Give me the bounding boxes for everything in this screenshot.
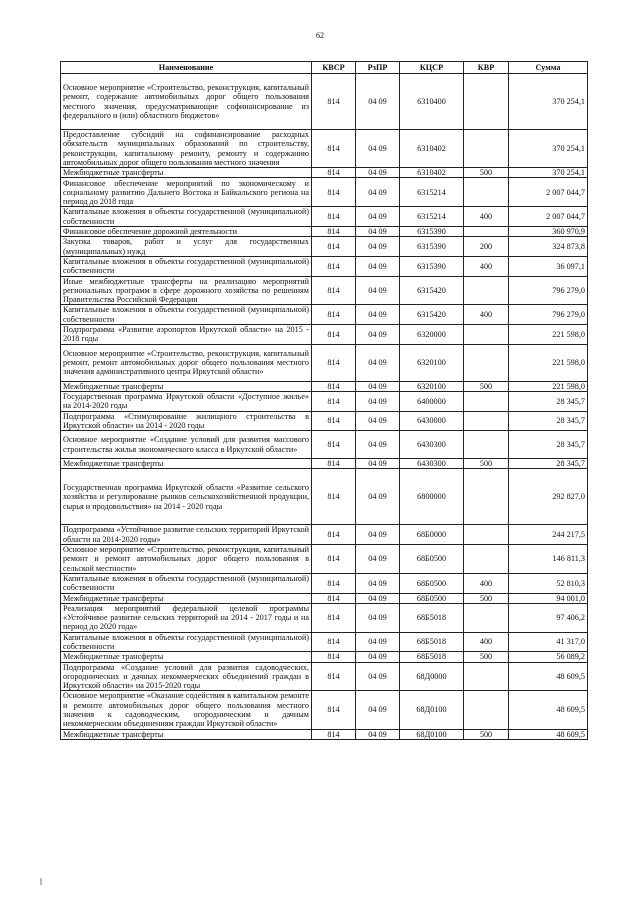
table-row xyxy=(61,344,588,381)
row-kvr xyxy=(464,227,509,237)
row-kvr xyxy=(464,431,509,459)
row-name: Финансовое обеспечение дорожной деятельности xyxy=(61,227,312,237)
row-sum: 221 598,0 xyxy=(509,381,588,391)
row-rzpr: 04 09 xyxy=(356,381,400,391)
row-kcsr: 68Б5018 xyxy=(400,603,464,632)
row-kcsr: 68Б0000 xyxy=(400,525,464,545)
header-kcsr: КЦСР xyxy=(400,62,464,74)
header-kvr: КВР xyxy=(464,62,509,74)
row-kvr: 400 xyxy=(464,305,509,325)
row-sum: 292 827,0 xyxy=(509,469,588,525)
row-sum: 28 345,7 xyxy=(509,431,588,459)
table-row xyxy=(61,207,588,227)
row-kvsr: 814 xyxy=(312,662,356,691)
row-sum: 48 609,5 xyxy=(509,662,588,691)
row-kvsr: 814 xyxy=(312,168,356,178)
row-sum: 370 254,1 xyxy=(509,168,588,178)
row-kcsr: 6315390 xyxy=(400,227,464,237)
row-kvsr: 814 xyxy=(312,545,356,574)
row-kvr: 400 xyxy=(464,207,509,227)
budget-table xyxy=(60,61,588,740)
row-name: Государственная программа Иркутской области «Доступное жилье» на 2014-2020 годы xyxy=(61,391,312,411)
row-sum: 52 810,3 xyxy=(509,573,588,593)
row-rzpr: 04 09 xyxy=(356,652,400,662)
row-rzpr: 04 09 xyxy=(356,344,400,381)
row-rzpr: 04 09 xyxy=(356,207,400,227)
row-name: Межбюджетные трансферты xyxy=(61,593,312,603)
row-name: Межбюджетные трансферты xyxy=(61,459,312,469)
row-rzpr: 04 09 xyxy=(356,237,400,257)
row-kcsr: 6315214 xyxy=(400,178,464,207)
row-kvr xyxy=(464,178,509,207)
row-rzpr: 04 09 xyxy=(356,431,400,459)
row-kvsr: 814 xyxy=(312,573,356,593)
row-kvr xyxy=(464,411,509,431)
row-sum: 221 598,0 xyxy=(509,325,588,345)
row-kvsr: 814 xyxy=(312,391,356,411)
row-sum: 41 317,0 xyxy=(509,632,588,652)
row-rzpr: 04 09 xyxy=(356,305,400,325)
table-row xyxy=(61,391,588,411)
row-name: Предоставление субсидий на софинансирование расходных обязательств муниципальных образований по строительству, реконструкции, капитальному ремонту, ремонту и содержанию автомобильных дорог общего пользования местного значения xyxy=(61,130,312,168)
row-kcsr: 6430300 xyxy=(400,431,464,459)
row-kvsr: 814 xyxy=(312,178,356,207)
row-rzpr: 04 09 xyxy=(356,662,400,691)
row-rzpr: 04 09 xyxy=(356,168,400,178)
row-kvr: 200 xyxy=(464,237,509,257)
table-row xyxy=(61,256,588,276)
row-kvr: 500 xyxy=(464,593,509,603)
row-sum: 28 345,7 xyxy=(509,411,588,431)
row-rzpr: 04 09 xyxy=(356,632,400,652)
row-sum: 48 609,5 xyxy=(509,691,588,729)
row-kcsr: 6310400 xyxy=(400,74,464,130)
header-name: Наименование xyxy=(61,62,312,74)
row-kcsr: 6430300 xyxy=(400,459,464,469)
table-row xyxy=(61,168,588,178)
table-row xyxy=(61,593,588,603)
table-row xyxy=(61,573,588,593)
row-kvsr: 814 xyxy=(312,411,356,431)
table-row xyxy=(61,603,588,632)
table-row xyxy=(61,74,588,130)
table-header xyxy=(61,62,588,74)
row-name: Подпрограмма «Устойчивое развитие сельских территорий Иркутской области на 2014-2020 годы» xyxy=(61,525,312,545)
row-rzpr: 04 09 xyxy=(356,256,400,276)
row-sum: 56 089,2 xyxy=(509,652,588,662)
row-kcsr: 68Д0100 xyxy=(400,691,464,729)
row-sum: 28 345,7 xyxy=(509,391,588,411)
row-rzpr: 04 09 xyxy=(356,729,400,739)
row-name: Межбюджетные трансферты xyxy=(61,381,312,391)
row-sum: 94 001,0 xyxy=(509,593,588,603)
row-kvsr: 814 xyxy=(312,74,356,130)
row-sum: 360 970,9 xyxy=(509,227,588,237)
row-kcsr: 6315390 xyxy=(400,237,464,257)
row-kvsr: 814 xyxy=(312,130,356,168)
row-kvr xyxy=(464,130,509,168)
row-rzpr: 04 09 xyxy=(356,227,400,237)
row-name: Капитальные вложения в объекты государственной (муниципальной) собственности xyxy=(61,573,312,593)
scan-mark xyxy=(40,878,42,885)
row-kvsr: 814 xyxy=(312,256,356,276)
row-sum: 324 873,8 xyxy=(509,237,588,257)
row-kcsr: 6320100 xyxy=(400,381,464,391)
row-kvr: 400 xyxy=(464,256,509,276)
row-name: Капитальные вложения в объекты государственной (муниципальной) собственности xyxy=(61,256,312,276)
row-name: Реализация мероприятий федеральной целевой программы «Устойчивое развитие сельских территорий на 2014 - 2017 годы и на период до 2020 года» xyxy=(61,603,312,632)
row-sum: 796 279,0 xyxy=(509,305,588,325)
row-sum: 2 007 044,7 xyxy=(509,207,588,227)
row-kvr xyxy=(464,603,509,632)
table-row xyxy=(61,632,588,652)
row-kvr: 500 xyxy=(464,652,509,662)
table-row xyxy=(61,237,588,257)
row-kvsr: 814 xyxy=(312,276,356,305)
row-kcsr: 6320100 xyxy=(400,344,464,381)
table-row xyxy=(61,227,588,237)
row-name: Основное мероприятие «Строительство, реконструкция, капитальный ремонт, содержание автомобильных дорог общего пользования местного значения, предусматривающие софинансирование из федерального и (или) областного бюджетов» xyxy=(61,74,312,130)
row-kvr: 400 xyxy=(464,573,509,593)
row-rzpr: 04 09 xyxy=(356,545,400,574)
row-sum: 221 598,0 xyxy=(509,344,588,381)
row-kvsr: 814 xyxy=(312,525,356,545)
row-sum: 796 279,0 xyxy=(509,276,588,305)
row-rzpr: 04 09 xyxy=(356,74,400,130)
row-kcsr: 6400000 xyxy=(400,391,464,411)
row-kvr xyxy=(464,545,509,574)
row-rzpr: 04 09 xyxy=(356,276,400,305)
row-kvr xyxy=(464,691,509,729)
row-kvsr: 814 xyxy=(312,207,356,227)
row-kvsr: 814 xyxy=(312,603,356,632)
row-name: Основное мероприятие «Строительство, реконструкция, капитальный ремонт и ремонт автомобильных дорог общего пользования в сельской местности» xyxy=(61,545,312,574)
row-sum: 370 254,1 xyxy=(509,130,588,168)
row-name: Иные межбюджетные трансферты на реализацию мероприятий региональных программ в сфере дорожного хозяйства по решениям Правительства Российской Федерации xyxy=(61,276,312,305)
row-rzpr: 04 09 xyxy=(356,178,400,207)
row-rzpr: 04 09 xyxy=(356,573,400,593)
row-kvsr: 814 xyxy=(312,344,356,381)
row-kcsr: 6310402 xyxy=(400,130,464,168)
header-rzpr: РзПР xyxy=(356,62,400,74)
row-kcsr: 6315420 xyxy=(400,305,464,325)
row-name: Межбюджетные трансферты xyxy=(61,652,312,662)
table-row xyxy=(61,325,588,345)
header-sum: Сумма xyxy=(509,62,588,74)
row-sum: 370 254,1 xyxy=(509,74,588,130)
row-rzpr: 04 09 xyxy=(356,459,400,469)
row-kcsr: 68Б0500 xyxy=(400,573,464,593)
row-sum: 36 097,1 xyxy=(509,256,588,276)
row-name: Подпрограмма «Развитие аэропортов Иркутской области» на 2015 - 2018 годы xyxy=(61,325,312,345)
row-name: Межбюджетные трансферты xyxy=(61,168,312,178)
row-name: Основное мероприятие «Создание условий для развития массового строительства жилья экономического класса в Иркутской области» xyxy=(61,431,312,459)
row-kcsr: 68Д0100 xyxy=(400,729,464,739)
table-row xyxy=(61,276,588,305)
row-kvsr: 814 xyxy=(312,593,356,603)
row-name: Капитальные вложения в объекты государственной (муниципальной) собственности xyxy=(61,632,312,652)
table-row xyxy=(61,652,588,662)
header-kvsr: КВСР xyxy=(312,62,356,74)
row-kvsr: 814 xyxy=(312,459,356,469)
row-rzpr: 04 09 xyxy=(356,411,400,431)
row-name: Закупка товаров, работ и услуг для государственных (муниципальных) нужд xyxy=(61,237,312,257)
row-kvsr: 814 xyxy=(312,381,356,391)
row-rzpr: 04 09 xyxy=(356,130,400,168)
table-row xyxy=(61,381,588,391)
row-sum: 28 345,7 xyxy=(509,459,588,469)
row-kvsr: 814 xyxy=(312,431,356,459)
row-kcsr: 68Б5018 xyxy=(400,632,464,652)
row-rzpr: 04 09 xyxy=(356,525,400,545)
row-kvsr: 814 xyxy=(312,691,356,729)
row-kvr xyxy=(464,525,509,545)
row-kvr: 500 xyxy=(464,459,509,469)
row-rzpr: 04 09 xyxy=(356,325,400,345)
row-name: Межбюджетные трансферты xyxy=(61,729,312,739)
row-kcsr: 68Б5018 xyxy=(400,652,464,662)
row-sum: 48 609,5 xyxy=(509,729,588,739)
row-sum: 244 217,5 xyxy=(509,525,588,545)
row-kvr xyxy=(464,325,509,345)
table-row xyxy=(61,662,588,691)
row-name: Финансовое обеспечение мероприятий по экономическому и социальному развитию Дальнего Востока и Байкальского региона на период до 2018 года xyxy=(61,178,312,207)
row-kcsr: 6315420 xyxy=(400,276,464,305)
row-kvsr: 814 xyxy=(312,227,356,237)
row-kcsr: 6320000 xyxy=(400,325,464,345)
row-sum: 97 406,2 xyxy=(509,603,588,632)
table-row xyxy=(61,469,588,525)
row-kcsr: 68Д0000 xyxy=(400,662,464,691)
row-kvr: 500 xyxy=(464,381,509,391)
row-rzpr: 04 09 xyxy=(356,593,400,603)
row-kvsr: 814 xyxy=(312,305,356,325)
table-row xyxy=(61,729,588,739)
row-kvsr: 814 xyxy=(312,469,356,525)
table-row xyxy=(61,525,588,545)
row-kvsr: 814 xyxy=(312,237,356,257)
row-kvr: 400 xyxy=(464,632,509,652)
table-row xyxy=(61,411,588,431)
row-name: Капитальные вложения в объекты государственной (муниципальной) собственности xyxy=(61,305,312,325)
row-kcsr: 68Б0500 xyxy=(400,545,464,574)
table-row xyxy=(61,459,588,469)
row-kcsr: 6310402 xyxy=(400,168,464,178)
row-kvsr: 814 xyxy=(312,652,356,662)
row-kvr xyxy=(464,469,509,525)
row-rzpr: 04 09 xyxy=(356,603,400,632)
row-kvr xyxy=(464,276,509,305)
row-name: Государственная программа Иркутской области «Развитие сельского хозяйства и регулирование рынков сельскохозяйственной продукции, сырья и продовольствия» на 2014 - 2020 годы xyxy=(61,469,312,525)
table-row xyxy=(61,178,588,207)
row-sum: 2 007 044,7 xyxy=(509,178,588,207)
row-sum: 146 811,3 xyxy=(509,545,588,574)
row-kcsr: 68Б0500 xyxy=(400,593,464,603)
row-kvr: 500 xyxy=(464,168,509,178)
page-number: 62 xyxy=(316,31,324,40)
table-row xyxy=(61,305,588,325)
table-row xyxy=(61,545,588,574)
row-kvsr: 814 xyxy=(312,632,356,652)
row-kvr xyxy=(464,662,509,691)
row-kvr xyxy=(464,344,509,381)
header-row xyxy=(61,62,588,74)
row-kvsr: 814 xyxy=(312,325,356,345)
row-name: Подпрограмма «Создание условий для развития садоводческих, огороднических и дачных некоммерческих объединений граждан в Иркутской области» на 2015-2020 годы xyxy=(61,662,312,691)
table-row xyxy=(61,431,588,459)
row-kcsr: 6315390 xyxy=(400,256,464,276)
row-kvr xyxy=(464,74,509,130)
row-kcsr: 6800000 xyxy=(400,469,464,525)
row-kcsr: 6315214 xyxy=(400,207,464,227)
table-row xyxy=(61,130,588,168)
row-name: Основное мероприятие «Строительство, реконструкция, капитальный ремонт, ремонт автомобильных дорог общего пользования местного значения административного центра Иркутской области» xyxy=(61,344,312,381)
row-name: Капитальные вложения в объекты государственной (муниципальной) собственности xyxy=(61,207,312,227)
table-row xyxy=(61,691,588,729)
row-kvr: 500 xyxy=(464,729,509,739)
row-kcsr: 6430000 xyxy=(400,411,464,431)
row-kvsr: 814 xyxy=(312,729,356,739)
row-rzpr: 04 09 xyxy=(356,391,400,411)
row-kvr xyxy=(464,391,509,411)
table-body xyxy=(61,74,588,740)
row-name: Основное мероприятие «Оказание содействия в капитальном ремонте и ремонте автомобильных дорог общего пользования местного значения к садоводческим, огородническим и дачным некоммерческим объединениям граждан Иркутской области» xyxy=(61,691,312,729)
row-name: Подпрограмма «Стимулирование жилищного строительства в Иркутской области» на 2014 - 2020 годы xyxy=(61,411,312,431)
row-rzpr: 04 09 xyxy=(356,469,400,525)
row-rzpr: 04 09 xyxy=(356,691,400,729)
